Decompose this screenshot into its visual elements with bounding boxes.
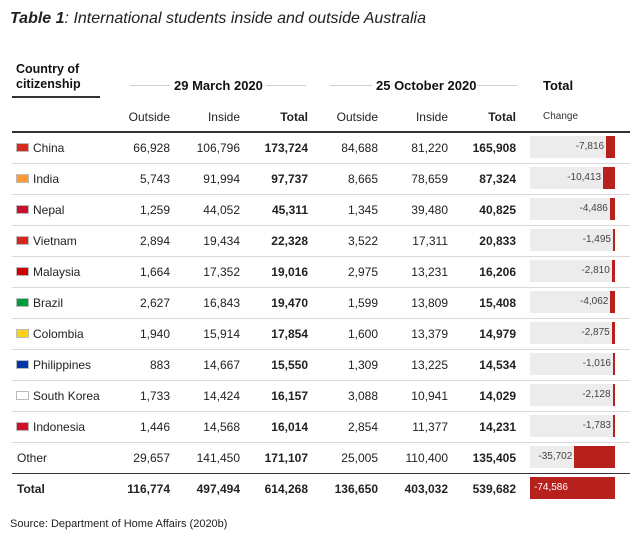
value-cell-t2: 135,405 xyxy=(472,451,516,465)
value-cell-t1: 19,470 xyxy=(271,296,308,310)
value-cell-i1: 106,796 xyxy=(196,141,240,155)
group2-rule-right xyxy=(477,85,517,86)
value-cell-i2: 13,379 xyxy=(411,327,448,341)
table-row xyxy=(12,319,630,350)
country-name: Brazil xyxy=(33,296,64,310)
value-cell-o1: 29,657 xyxy=(133,451,170,465)
value-cell-o1: 2,627 xyxy=(139,296,170,310)
value-cell-t1: 173,724 xyxy=(264,141,308,155)
value-cell-t1: 16,157 xyxy=(271,389,308,403)
value-cell-t1: 19,016 xyxy=(271,265,308,279)
change-label: -10,413 xyxy=(567,172,602,183)
china-flag-icon xyxy=(16,143,29,152)
value-cell-t1: 614,268 xyxy=(264,482,308,496)
source-note: Source: Department of Home Affairs (2020b) xyxy=(10,518,228,530)
value-cell-i1: 497,494 xyxy=(196,482,240,496)
table-row xyxy=(12,164,630,195)
group2-rule-left xyxy=(330,85,372,86)
group2-header: 25 October 2020 xyxy=(376,78,477,93)
table-title: Table 1: International students inside and outside Australia xyxy=(10,10,426,27)
value-cell-t1: 171,107 xyxy=(264,451,308,465)
col-inside-1: Inside xyxy=(207,110,240,124)
value-cell-t2: 14,534 xyxy=(479,358,516,372)
total-row xyxy=(12,474,630,505)
country-name: Malaysia xyxy=(33,265,81,279)
change-bar xyxy=(613,353,615,375)
group1-rule-right xyxy=(266,85,306,86)
value-cell-i1: 17,352 xyxy=(203,265,240,279)
col-total-1: Total xyxy=(280,110,308,124)
change-bar xyxy=(574,446,615,468)
change-label: -1,016 xyxy=(582,358,611,369)
value-cell-o1: 2,894 xyxy=(139,234,170,248)
value-cell-t1: 15,550 xyxy=(271,358,308,372)
country-name: India xyxy=(33,172,60,186)
col-inside-2: Inside xyxy=(415,110,448,124)
col-outside-2: Outside xyxy=(336,110,378,124)
value-cell-i2: 81,220 xyxy=(411,141,448,155)
country-name: Philippines xyxy=(33,358,92,372)
table-row xyxy=(12,443,630,474)
value-cell-o2: 1,600 xyxy=(347,327,378,341)
value-cell-o2: 25,005 xyxy=(341,451,378,465)
change-bar xyxy=(606,136,615,158)
value-cell-i1: 141,450 xyxy=(196,451,240,465)
value-cell-o2: 84,688 xyxy=(341,141,378,155)
group1-rule-left xyxy=(130,85,170,86)
value-cell-o1: 1,940 xyxy=(139,327,170,341)
change-bar xyxy=(610,291,615,313)
change-label: -2,128 xyxy=(582,389,611,400)
value-cell-o2: 136,650 xyxy=(334,482,378,496)
value-cell-o1: 1,446 xyxy=(139,420,170,434)
value-cell-o2: 3,522 xyxy=(347,234,378,248)
value-cell-i1: 14,667 xyxy=(203,358,240,372)
country-name: South Korea xyxy=(33,389,100,403)
table-row xyxy=(12,288,630,319)
value-cell-o2: 8,665 xyxy=(347,172,378,186)
table-row xyxy=(12,257,630,288)
change-label: -4,486 xyxy=(579,203,608,214)
south-korea-flag-icon xyxy=(16,391,29,400)
value-cell-i1: 44,052 xyxy=(203,203,240,217)
value-cell-t1: 45,311 xyxy=(271,203,308,217)
value-cell-i1: 14,568 xyxy=(203,420,240,434)
value-cell-t2: 15,408 xyxy=(479,296,516,310)
value-cell-t2: 165,908 xyxy=(472,141,516,155)
value-cell-o1: 883 xyxy=(149,358,170,372)
change-label: -4,062 xyxy=(580,296,609,307)
change-label: -7,816 xyxy=(575,141,605,152)
value-cell-i1: 14,424 xyxy=(203,389,240,403)
value-cell-o1: 66,928 xyxy=(133,141,170,155)
table-row xyxy=(12,195,630,226)
value-cell-o1: 116,774 xyxy=(127,482,170,496)
change-bar xyxy=(612,260,615,282)
value-cell-t2: 14,029 xyxy=(479,389,516,403)
change-bar xyxy=(613,229,615,251)
value-cell-t2: 14,979 xyxy=(479,327,516,341)
change-label: -2,875 xyxy=(581,327,610,338)
value-cell-t1: 17,854 xyxy=(271,327,308,341)
value-cell-i2: 110,400 xyxy=(405,451,448,465)
value-cell-o2: 1,345 xyxy=(347,203,378,217)
change-bar xyxy=(612,322,615,344)
change-label: -1,495 xyxy=(582,234,611,245)
value-cell-i2: 11,377 xyxy=(412,420,448,434)
country-name: Other xyxy=(17,451,48,465)
value-cell-t2: 40,825 xyxy=(479,203,516,217)
country-header: Country of citizenship xyxy=(16,62,81,91)
value-cell-o2: 3,088 xyxy=(347,389,378,403)
country-name: Colombia xyxy=(33,327,84,341)
value-cell-o1: 5,743 xyxy=(139,172,170,186)
value-cell-i2: 13,809 xyxy=(411,296,448,310)
value-cell-o2: 2,854 xyxy=(347,420,378,434)
change-bar xyxy=(613,415,615,437)
col-total-2: Total xyxy=(488,110,516,124)
table-row xyxy=(12,381,630,412)
value-cell-i1: 15,914 xyxy=(203,327,240,341)
value-cell-i2: 10,941 xyxy=(411,389,448,403)
country-name: China xyxy=(33,141,65,155)
table-row xyxy=(12,133,630,164)
change-bar xyxy=(603,167,615,189)
country-name: Vietnam xyxy=(33,234,77,248)
header-rule xyxy=(12,96,100,98)
value-cell-i2: 78,659 xyxy=(411,172,448,186)
change-label: -35,702 xyxy=(538,451,573,462)
value-cell-i1: 16,843 xyxy=(203,296,240,310)
value-cell-o1: 1,733 xyxy=(139,389,170,403)
value-cell-o1: 1,259 xyxy=(139,203,170,217)
country-name: Total xyxy=(17,482,45,496)
malaysia-flag-icon xyxy=(16,267,29,276)
change-bar xyxy=(610,198,615,220)
col-change: Change xyxy=(543,111,579,122)
value-cell-t1: 16,014 xyxy=(271,420,308,434)
table-row xyxy=(12,412,630,443)
value-cell-o2: 1,599 xyxy=(347,296,378,310)
value-cell-t2: 539,682 xyxy=(472,482,516,496)
value-cell-i2: 13,231 xyxy=(411,265,448,279)
value-cell-t2: 87,324 xyxy=(479,172,516,186)
value-cell-t2: 20,833 xyxy=(479,234,516,248)
value-cell-o2: 2,975 xyxy=(347,265,378,279)
table-row xyxy=(12,226,630,257)
value-cell-t1: 22,328 xyxy=(271,234,308,248)
nepal-flag-icon xyxy=(16,205,29,214)
country-name: Nepal xyxy=(33,203,65,217)
value-cell-o1: 1,664 xyxy=(139,265,170,279)
country-name: Indonesia xyxy=(33,420,86,434)
value-cell-i2: 403,032 xyxy=(404,482,448,496)
colombia-flag-icon xyxy=(16,329,29,338)
change-bar xyxy=(613,384,615,406)
india-flag-icon xyxy=(16,174,29,183)
value-cell-i1: 91,994 xyxy=(203,172,240,186)
change-label: -74,586 xyxy=(534,482,568,493)
brazil-flag-icon xyxy=(16,298,29,307)
indonesia-flag-icon xyxy=(16,422,29,431)
col-outside-1: Outside xyxy=(128,110,170,124)
value-cell-i2: 13,225 xyxy=(411,358,448,372)
value-cell-i1: 19,434 xyxy=(203,234,240,248)
value-cell-i2: 17,311 xyxy=(412,234,448,248)
change-label: -1,783 xyxy=(582,420,611,431)
value-cell-o2: 1,309 xyxy=(347,358,378,372)
value-cell-t2: 14,231 xyxy=(479,420,516,434)
philippines-flag-icon xyxy=(16,360,29,369)
change-label: -2,810 xyxy=(581,265,610,276)
value-cell-t1: 97,737 xyxy=(271,172,308,186)
group1-header: 29 March 2020 xyxy=(174,78,263,93)
vietnam-flag-icon xyxy=(16,236,29,245)
table-row xyxy=(12,350,630,381)
value-cell-t2: 16,206 xyxy=(479,265,516,279)
group3-header: Total xyxy=(543,78,574,93)
value-cell-i2: 39,480 xyxy=(411,203,448,217)
